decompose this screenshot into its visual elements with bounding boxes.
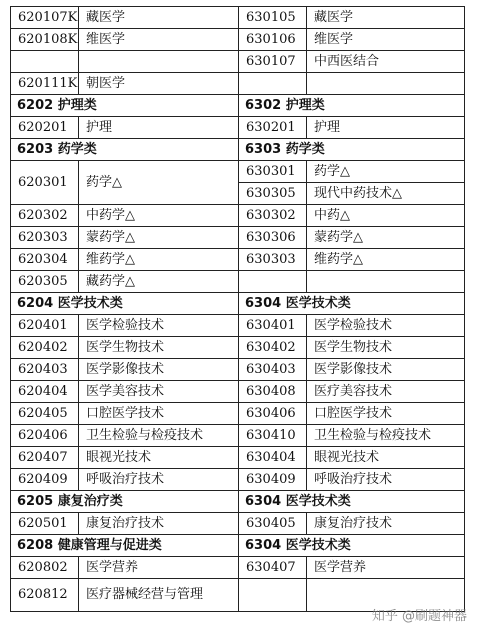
right-code: 630403 bbox=[239, 359, 307, 381]
left-name: 医学营养 bbox=[79, 557, 239, 579]
category-left: 6202 护理类 bbox=[11, 95, 239, 117]
table-row bbox=[11, 337, 465, 359]
category-row bbox=[11, 535, 465, 557]
right-name: 口腔医学技术 bbox=[307, 403, 465, 425]
left-code: 620402 bbox=[11, 337, 79, 359]
category-left: 6205 康复治疗类 bbox=[11, 491, 239, 513]
table-row bbox=[11, 271, 465, 293]
watermark: 知乎 @刷题神器 bbox=[371, 609, 467, 624]
right-code: 630201 bbox=[239, 117, 307, 139]
left-code: 620401 bbox=[11, 315, 79, 337]
table-row bbox=[11, 227, 465, 249]
left-code: 620302 bbox=[11, 205, 79, 227]
right-name bbox=[307, 271, 465, 293]
left-code: 620812 bbox=[11, 579, 79, 612]
left-name: 中药学△ bbox=[79, 205, 239, 227]
left-code: 620406 bbox=[11, 425, 79, 447]
category-right: 6304 医学技术类 bbox=[239, 535, 465, 557]
category-left: 6203 药学类 bbox=[11, 139, 239, 161]
table-row bbox=[11, 359, 465, 381]
right-name: 藏医学 bbox=[307, 7, 465, 29]
left-code: 620404 bbox=[11, 381, 79, 403]
right-code: 630105 bbox=[239, 7, 307, 29]
right-code: 630302 bbox=[239, 205, 307, 227]
category-right: 6302 护理类 bbox=[239, 95, 465, 117]
right-name: 医学营养 bbox=[307, 557, 465, 579]
left-name bbox=[79, 51, 239, 73]
table-row bbox=[11, 73, 465, 95]
left-name: 维药学△ bbox=[79, 249, 239, 271]
right-name: 维医学 bbox=[307, 29, 465, 51]
right-name: 现代中药技术△ bbox=[307, 183, 465, 205]
left-name: 藏医学 bbox=[79, 7, 239, 29]
right-code: 630404 bbox=[239, 447, 307, 469]
table-row bbox=[11, 51, 465, 73]
right-code: 630106 bbox=[239, 29, 307, 51]
table-row bbox=[11, 381, 465, 403]
right-name: 呼吸治疗技术 bbox=[307, 469, 465, 491]
category-row bbox=[11, 95, 465, 117]
left-name: 眼视光技术 bbox=[79, 447, 239, 469]
category-left: 6208 健康管理与促进类 bbox=[11, 535, 239, 557]
category-right: 6304 医学技术类 bbox=[239, 491, 465, 513]
left-name: 药学△ bbox=[79, 161, 239, 205]
right-code: 630107 bbox=[239, 51, 307, 73]
left-code: 620107K bbox=[11, 7, 79, 29]
left-code bbox=[11, 51, 79, 73]
right-name bbox=[307, 73, 465, 95]
left-name: 医疗器械经营与管理 bbox=[79, 579, 239, 612]
left-code: 620405 bbox=[11, 403, 79, 425]
category-row bbox=[11, 139, 465, 161]
right-code: 630305 bbox=[239, 183, 307, 205]
right-name: 眼视光技术 bbox=[307, 447, 465, 469]
left-code: 620111K bbox=[11, 73, 79, 95]
table-row bbox=[11, 315, 465, 337]
table-row bbox=[11, 447, 465, 469]
category-right: 6303 药学类 bbox=[239, 139, 465, 161]
left-name: 医学影像技术 bbox=[79, 359, 239, 381]
major-comparison-table bbox=[10, 6, 465, 612]
left-name: 藏药学△ bbox=[79, 271, 239, 293]
right-code bbox=[239, 73, 307, 95]
right-code: 630410 bbox=[239, 425, 307, 447]
right-code: 630405 bbox=[239, 513, 307, 535]
table-row bbox=[11, 513, 465, 535]
table-row bbox=[11, 425, 465, 447]
left-name: 医学生物技术 bbox=[79, 337, 239, 359]
right-name: 蒙药学△ bbox=[307, 227, 465, 249]
right-code: 630306 bbox=[239, 227, 307, 249]
left-code: 620304 bbox=[11, 249, 79, 271]
left-code: 620501 bbox=[11, 513, 79, 535]
left-name: 卫生检验与检疫技术 bbox=[79, 425, 239, 447]
right-code: 630402 bbox=[239, 337, 307, 359]
left-name: 朝医学 bbox=[79, 73, 239, 95]
table-row bbox=[11, 7, 465, 29]
category-right: 6304 医学技术类 bbox=[239, 293, 465, 315]
right-code: 630301 bbox=[239, 161, 307, 183]
left-code: 620301 bbox=[11, 161, 79, 205]
right-code: 630401 bbox=[239, 315, 307, 337]
left-code: 620108K bbox=[11, 29, 79, 51]
category-row bbox=[11, 293, 465, 315]
left-code: 620303 bbox=[11, 227, 79, 249]
right-name: 医疗美容技术 bbox=[307, 381, 465, 403]
left-code: 620305 bbox=[11, 271, 79, 293]
table-row bbox=[11, 403, 465, 425]
category-left: 6204 医学技术类 bbox=[11, 293, 239, 315]
right-name: 卫生检验与检疫技术 bbox=[307, 425, 465, 447]
category-row bbox=[11, 491, 465, 513]
right-name: 医学影像技术 bbox=[307, 359, 465, 381]
right-code bbox=[239, 271, 307, 293]
table-row bbox=[11, 29, 465, 51]
table-row bbox=[11, 469, 465, 491]
left-name: 蒙药学△ bbox=[79, 227, 239, 249]
left-name: 医学检验技术 bbox=[79, 315, 239, 337]
table-row bbox=[11, 249, 465, 271]
right-name: 医学检验技术 bbox=[307, 315, 465, 337]
right-name: 维药学△ bbox=[307, 249, 465, 271]
right-name: 中西医结合 bbox=[307, 51, 465, 73]
table-row bbox=[11, 161, 465, 183]
table-row bbox=[11, 117, 465, 139]
left-code: 620409 bbox=[11, 469, 79, 491]
right-name: 康复治疗技术 bbox=[307, 513, 465, 535]
right-name: 医学生物技术 bbox=[307, 337, 465, 359]
left-name: 康复治疗技术 bbox=[79, 513, 239, 535]
right-code: 630303 bbox=[239, 249, 307, 271]
right-name: 中药△ bbox=[307, 205, 465, 227]
left-name: 呼吸治疗技术 bbox=[79, 469, 239, 491]
left-name: 维医学 bbox=[79, 29, 239, 51]
right-code bbox=[239, 579, 307, 612]
left-code: 620802 bbox=[11, 557, 79, 579]
left-name: 护理 bbox=[79, 117, 239, 139]
left-name: 口腔医学技术 bbox=[79, 403, 239, 425]
left-code: 620407 bbox=[11, 447, 79, 469]
right-name: 药学△ bbox=[307, 161, 465, 183]
right-code: 630407 bbox=[239, 557, 307, 579]
table-row bbox=[11, 557, 465, 579]
left-code: 620403 bbox=[11, 359, 79, 381]
right-code: 630406 bbox=[239, 403, 307, 425]
table-row bbox=[11, 205, 465, 227]
right-name: 护理 bbox=[307, 117, 465, 139]
right-code: 630409 bbox=[239, 469, 307, 491]
left-code: 620201 bbox=[11, 117, 79, 139]
left-name: 医学美容技术 bbox=[79, 381, 239, 403]
right-code: 630408 bbox=[239, 381, 307, 403]
